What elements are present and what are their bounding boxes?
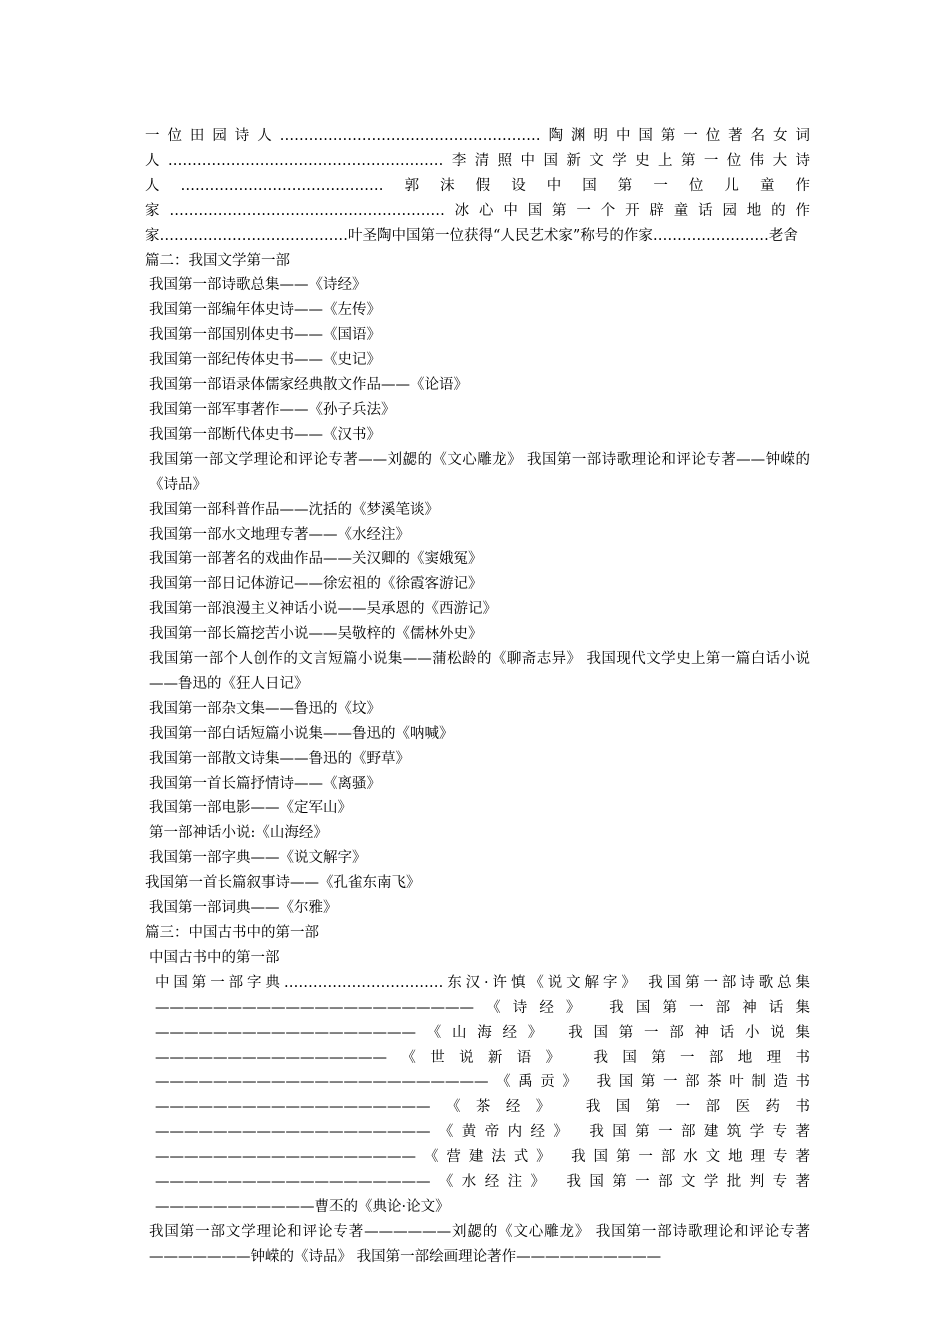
list-item: 我国第一部语录体儒家经典散文作品——《论语》 (149, 377, 468, 394)
list-item: 我国第一首长篇叙事诗——《孔雀东南飞》 (145, 875, 421, 892)
list-item: 我国第一部科普作品——沈括的《梦溪笔谈》 (149, 501, 439, 518)
list-item: 第一部神话小说:《山海经》 (149, 825, 328, 842)
list-item: 我国第一部军事著作——《孙子兵法》 (149, 401, 396, 418)
list-item: 我国第一部国别体史书——《国语》 (149, 327, 381, 344)
list-item: 我国第一部词典——《尔雅》 (149, 900, 338, 917)
list-item: 我国第一部编年体史诗——《左传》 (149, 302, 381, 319)
section-3-title: 篇三：中国古书中的第一部 (145, 925, 319, 941)
list-item: 我国第一部断代体史书——《汉书》 (149, 426, 381, 443)
section-3-subtitle: 中国古书中的第一部 (149, 949, 280, 966)
list-item: 我国第一部文学理论和评论专著——刘勰的《文心雕龙》 我国第一部诗歌理论和评论专著——钟嵘的《诗品》 (149, 451, 810, 493)
list-item: 我国第一部日记体游记——徐宏祖的《徐霞客游记》 (149, 576, 483, 593)
list-item: 我国第一部电影——《定军山》 (149, 800, 352, 817)
section-3-paragraph: 我国第一部文学理论和评论专著——————刘勰的《文心雕龙》 我国第一部诗歌理论和评论专著———————钟嵘的《诗品》 我国第一部绘画理论著作—————————— (149, 1223, 810, 1265)
list-item: 我国第一部字典——《说文解字》 (149, 850, 367, 867)
list-item: 我国第一部浪漫主义神话小说——吴承恩的《西游记》 (149, 601, 497, 618)
list-item: 我国第一首长篇抒情诗——《离骚》 (149, 775, 381, 792)
list-item: 我国第一部诗歌总集——《诗经》 (149, 277, 367, 294)
list-item: 我国第一部长篇挖苦小说——吴敬梓的《儒林外史》 (149, 626, 483, 643)
intro-paragraph: 一位田园诗人………………………………………………陶渊明中国第一位著名女词人…………………………………………………李清照中国新文学史上第一位伟大诗人……………………………………郭沫假设中国第一位儿童作家…………………………………………………冰心中国第一个开辟童话园地的作家…………………………………叶圣陶中国第一位获得“人民艺术家”称号的作家……………………老舍 (145, 128, 810, 244)
list-item: 我国第一部水文地理专著——《水经注》 (149, 526, 410, 543)
list-item: 我国第一部杂文集——鲁迅的《坟》 (149, 700, 381, 717)
list-item: 我国第一部白话短篇小说集——鲁迅的《呐喊》 (149, 725, 454, 742)
list-item: 我国第一部纪传体史书——《史记》 (149, 352, 381, 369)
list-item: 我国第一部个人创作的文言短篇小说集——蒲松龄的《聊斋志异》 我国现代文学史上第一篇白话小说 ——鲁迅的《狂人日记》 (149, 651, 810, 692)
list-item: 我国第一部散文诗集——鲁迅的《野草》 (149, 750, 410, 767)
section-2-title: 篇二：我国文学第一部 (145, 252, 290, 269)
section-3-paragraph: 中国第一部字典……………………………东汉·许慎《说文解字》 我国第一部诗歌总集——————————————————————《诗经》 我国第一部神话集——————————————————《山海经》 我国第一部神话小说集————————————————《世说新语》 我国第一部地理书———————————————————————《禹贡》 我国第一部茶叶制造书———————————————————《茶经》 我国第一部医药书———————————————————《黄帝内经》 我国第一部建筑学专著——————————————————《营建法式》 我国第一部水文地理专著———————————————————《水经注》 我国第一部文学批判专著———————————曹丕的《典论·论文》 (155, 974, 810, 1215)
list-item: 我国第一部著名的戏曲作品——关汉卿的《窦娥冤》 (149, 551, 483, 568)
document-page (145, 124, 810, 1270)
